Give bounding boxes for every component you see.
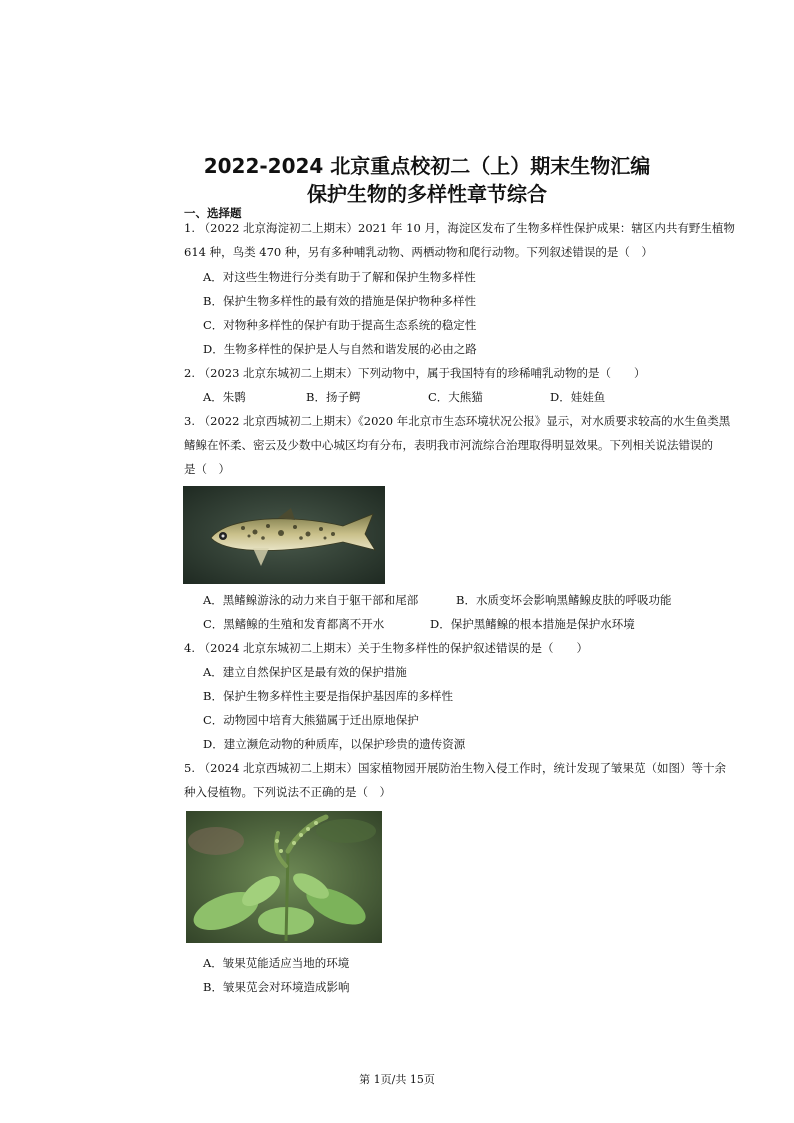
question-1-line-1: 1. （2022 北京海淀初二上期末）2021 年 10 月，海淀区发布了生物多样性保护成果：辖区内共有野生植物 (184, 221, 735, 235)
question-1-option-d: D．生物多样性的保护是人与自然和谐发展的必由之路 (203, 342, 477, 356)
amaranth-plant-photo (186, 811, 382, 943)
question-2-option-a: A．朱鹮 (203, 390, 246, 404)
question-1-option-c: C．对物种多样性的保护有助于提高生态系统的稳定性 (203, 318, 477, 332)
question-4-option-c: C．动物园中培育大熊猫属于迁出原地保护 (203, 713, 419, 727)
question-1-option-a: A．对这些生物进行分类有助于了解和保护生物多样性 (203, 270, 476, 284)
question-3-option-c: C．黑鳍鳈的生殖和发育都离不开水 (203, 617, 385, 631)
question-3-line-3: 是（ ） (184, 462, 230, 476)
question-3-option-a: A．黑鳍鳈游泳的动力来自于躯干部和尾部 (203, 593, 419, 607)
question-4-option-a: A．建立自然保护区是最有效的保护措施 (203, 665, 407, 679)
question-2-line-1: 2. （2023 北京东城初二上期末）下列动物中，属于我国特有的珍稀哺乳动物的是（ ） (184, 366, 646, 380)
question-4-line-1: 4. （2024 北京东城初二上期末）关于生物多样性的保护叙述错误的是（ ） (184, 641, 589, 655)
question-5-option-a: A．皱果苋能适应当地的环境 (203, 956, 350, 970)
question-1-line-2: 614 种，鸟类 470 种，另有多种哺乳动物、两栖动物和爬行动物。下列叙述错误的是（ ） (184, 245, 653, 259)
question-3-line-2: 鳍鳈在怀柔、密云及少数中心城区均有分布，表明我市河流综合治理取得明显效果。下列相关说法错误的 (184, 438, 713, 452)
question-2-option-c: C．大熊猫 (428, 390, 483, 404)
fish-photo (183, 486, 385, 584)
page-number: 第 1页/共 15页 (359, 1073, 435, 1086)
document-subtitle: 保护生物的多样性章节综合 (307, 182, 547, 206)
question-1-option-b: B．保护生物多样性的最有效的措施是保护物种多样性 (203, 294, 476, 308)
question-2-option-b: B．扬子鳄 (306, 390, 361, 404)
section-heading: 一、选择题 (184, 206, 242, 220)
question-5-line-2: 种入侵植物。下列说法不正确的是（ ） (184, 785, 391, 799)
question-2-option-d: D．娃娃鱼 (550, 390, 606, 404)
question-3-option-d: D．保护黑鳍鳈的根本措施是保护水环境 (430, 617, 635, 631)
question-3-option-b: B．水质变坏会影响黑鳍鳈皮肤的呼吸功能 (456, 593, 672, 607)
document-title: 2022-2024 北京重点校初二（上）期末生物汇编 (203, 154, 651, 178)
question-4-option-d: D．建立濒危动物的种质库，以保护珍贵的遗传资源 (203, 737, 466, 751)
question-3-line-1: 3. （2022 北京西城初二上期末）《2020 年北京市生态环境状况公报》显示，对水质要求较高的水生鱼类黑 (184, 414, 731, 428)
question-5-line-1: 5. （2024 北京西城初二上期末）国家植物园开展防治生物入侵工作时，统计发现了皱果苋（如图）等十余 (184, 761, 727, 775)
question-5-option-b: B．皱果苋会对环境造成影响 (203, 980, 350, 994)
question-4-option-b: B．保护生物多样性主要是指保护基因库的多样性 (203, 689, 453, 703)
